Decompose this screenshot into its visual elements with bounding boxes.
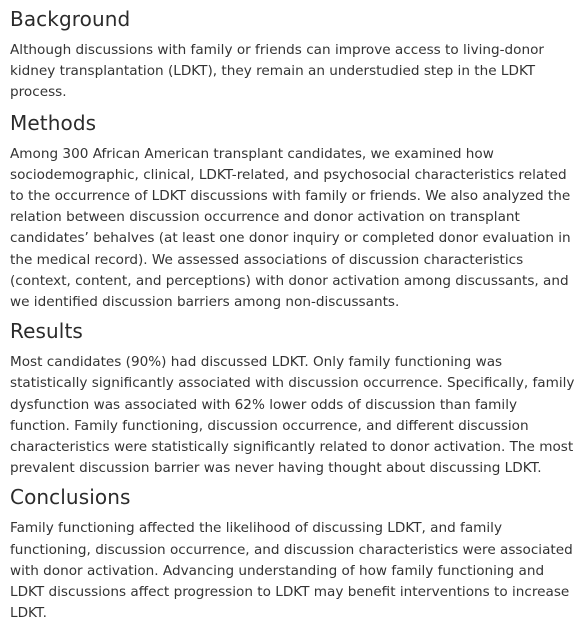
methods-body: Among 300 African American transplant candidates, we examined how sociodemographic, clinical, LDKT-related, and psychosocial characteristics related to the occurrence of LDKT discussions with family or friends. We also analyzed the relation between discussion occurrence and donor activation on transplant candidates’ behalves (at least one donor inquiry or completed donor evaluation in the medical record). We assessed associations of discussion characteristics (context, content, and perceptions) with donor activation among discussants, and we identified discussion barriers among non-discussants. <box>10 145 571 311</box>
methods-section <box>10 110 575 314</box>
results-heading: Results <box>10 319 83 344</box>
methods-heading: Methods <box>10 110 97 135</box>
results-body: Most candidates (90%) had discussed LDKT. Only family functioning was statistically significantly associated with discussion occurrence. Specifically, family dysfunction was associated with 62% lower odds of discussion than family function. Family functioning, discussion occurrence, and different discussion characteristics were statistically significantly related to donor activation. The most prevalent discussion barrier was never having thought about discussing LDKT. <box>10 354 575 477</box>
background-heading: Background <box>10 7 131 31</box>
results-section <box>10 318 575 479</box>
background-section <box>10 6 575 104</box>
conclusions-heading: Conclusions <box>10 485 131 510</box>
conclusions-section <box>10 484 575 624</box>
conclusions-body: Family functioning affected the likelihood of discussing LDKT, and family functioning, discussion occurrence, and discussion characteristics were associated with donor activation. Advancing understanding of how family functioning and LDKT discussions affect progression to LDKT may benefit interventions to increase LDKT. <box>10 520 573 622</box>
background-body: Although discussions with family or friends can improve access to living-donor kidney transplantation (LDKT), they remain an understudied step in the LDKT process. <box>10 42 545 101</box>
